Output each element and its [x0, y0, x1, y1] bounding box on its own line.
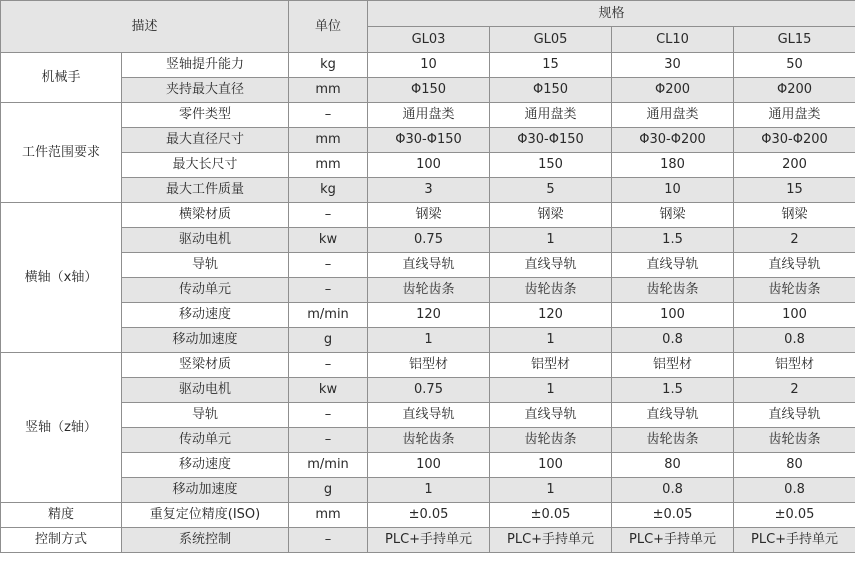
value-cell: 1.5: [612, 228, 734, 253]
header-description: 描述: [1, 1, 289, 53]
value-cell: 50: [734, 53, 855, 78]
unit-cell: mm: [289, 128, 368, 153]
value-cell: Φ30-Φ150: [490, 128, 612, 153]
value-cell: 30: [612, 53, 734, 78]
value-cell: 直线导轨: [734, 403, 855, 428]
value-cell: 100: [368, 453, 490, 478]
value-cell: 直线导轨: [734, 253, 855, 278]
value-cell: 1: [368, 478, 490, 503]
value-cell: 通用盘类: [612, 103, 734, 128]
model-header: GL03: [368, 27, 490, 53]
table-row: [1, 103, 855, 128]
unit-cell: –: [289, 203, 368, 228]
value-cell: Φ150: [368, 78, 490, 103]
unit-cell: –: [289, 428, 368, 453]
value-cell: 0.8: [734, 478, 855, 503]
model-header: GL05: [490, 27, 612, 53]
value-cell: 齿轮齿条: [734, 278, 855, 303]
value-cell: 3: [368, 178, 490, 203]
value-cell: 200: [734, 153, 855, 178]
value-cell: Φ30-Φ150: [368, 128, 490, 153]
unit-cell: kg: [289, 53, 368, 78]
table-row: [1, 78, 855, 103]
model-header: CL10: [612, 27, 734, 53]
value-cell: 铝型材: [368, 353, 490, 378]
value-cell: 0.8: [734, 328, 855, 353]
item-label: 竖梁材质: [122, 353, 289, 378]
value-cell: 铝型材: [734, 353, 855, 378]
group-label: 机械手: [1, 53, 122, 103]
value-cell: PLC+手持单元: [490, 528, 612, 553]
value-cell: 铝型材: [612, 353, 734, 378]
item-label: 系统控制: [122, 528, 289, 553]
unit-cell: kg: [289, 178, 368, 203]
value-cell: 1: [490, 228, 612, 253]
item-label: 夹持最大直径: [122, 78, 289, 103]
table-row: [1, 53, 855, 78]
value-cell: 直线导轨: [490, 253, 612, 278]
item-label: 导轨: [122, 253, 289, 278]
unit-cell: –: [289, 103, 368, 128]
value-cell: 齿轮齿条: [612, 278, 734, 303]
model-header: GL15: [734, 27, 855, 53]
value-cell: 0.75: [368, 228, 490, 253]
value-cell: Φ30-Φ200: [612, 128, 734, 153]
table-row: [1, 228, 855, 253]
table-row: [1, 528, 855, 553]
table-row: [1, 253, 855, 278]
value-cell: PLC+手持单元: [368, 528, 490, 553]
table-row: [1, 328, 855, 353]
value-cell: ±0.05: [368, 503, 490, 528]
item-label: 传动单元: [122, 278, 289, 303]
unit-cell: kw: [289, 378, 368, 403]
value-cell: 120: [368, 303, 490, 328]
item-label: 传动单元: [122, 428, 289, 453]
table-row: [1, 353, 855, 378]
value-cell: 100: [612, 303, 734, 328]
value-cell: 180: [612, 153, 734, 178]
value-cell: Φ30-Φ200: [734, 128, 855, 153]
value-cell: 钢梁: [368, 203, 490, 228]
group-label: 控制方式: [1, 528, 122, 553]
unit-cell: mm: [289, 503, 368, 528]
value-cell: 120: [490, 303, 612, 328]
value-cell: 5: [490, 178, 612, 203]
value-cell: 0.75: [368, 378, 490, 403]
value-cell: Φ200: [612, 78, 734, 103]
table-body: [1, 53, 855, 553]
value-cell: 0.8: [612, 328, 734, 353]
table-row: [1, 478, 855, 503]
unit-cell: g: [289, 328, 368, 353]
value-cell: 80: [734, 453, 855, 478]
table-row: [1, 403, 855, 428]
value-cell: 10: [368, 53, 490, 78]
value-cell: 15: [734, 178, 855, 203]
value-cell: 铝型材: [490, 353, 612, 378]
value-cell: 直线导轨: [612, 403, 734, 428]
value-cell: 齿轮齿条: [368, 428, 490, 453]
table-row: [1, 153, 855, 178]
value-cell: 通用盘类: [490, 103, 612, 128]
item-label: 竖轴提升能力: [122, 53, 289, 78]
value-cell: 100: [734, 303, 855, 328]
value-cell: 100: [490, 453, 612, 478]
table-row: [1, 453, 855, 478]
unit-cell: mm: [289, 153, 368, 178]
group-label: 精度: [1, 503, 122, 528]
table-row: [1, 178, 855, 203]
item-label: 移动加速度: [122, 478, 289, 503]
item-label: 驱动电机: [122, 228, 289, 253]
value-cell: ±0.05: [490, 503, 612, 528]
table-row: [1, 378, 855, 403]
value-cell: 2: [734, 228, 855, 253]
value-cell: 齿轮齿条: [368, 278, 490, 303]
value-cell: 齿轮齿条: [490, 278, 612, 303]
group-label: 竖轴（z轴）: [1, 353, 122, 503]
value-cell: 1: [490, 478, 612, 503]
unit-cell: mm: [289, 78, 368, 103]
item-label: 重复定位精度(ISO): [122, 503, 289, 528]
table-row: [1, 278, 855, 303]
value-cell: 80: [612, 453, 734, 478]
unit-cell: –: [289, 528, 368, 553]
value-cell: 钢梁: [734, 203, 855, 228]
value-cell: PLC+手持单元: [612, 528, 734, 553]
value-cell: 直线导轨: [490, 403, 612, 428]
table-row: [1, 128, 855, 153]
unit-cell: m/min: [289, 453, 368, 478]
value-cell: ±0.05: [612, 503, 734, 528]
table-row: [1, 303, 855, 328]
item-label: 驱动电机: [122, 378, 289, 403]
unit-cell: g: [289, 478, 368, 503]
unit-cell: –: [289, 403, 368, 428]
value-cell: 15: [490, 53, 612, 78]
value-cell: 10: [612, 178, 734, 203]
value-cell: 钢梁: [490, 203, 612, 228]
value-cell: 齿轮齿条: [612, 428, 734, 453]
value-cell: 100: [368, 153, 490, 178]
value-cell: 150: [490, 153, 612, 178]
value-cell: ±0.05: [734, 503, 855, 528]
header-spec: 规格: [368, 1, 855, 27]
value-cell: PLC+手持单元: [734, 528, 855, 553]
unit-cell: –: [289, 278, 368, 303]
item-label: 移动加速度: [122, 328, 289, 353]
unit-cell: –: [289, 253, 368, 278]
table-row: [1, 428, 855, 453]
item-label: 最大直径尺寸: [122, 128, 289, 153]
value-cell: 1: [490, 328, 612, 353]
unit-cell: kw: [289, 228, 368, 253]
table-row: [1, 503, 855, 528]
value-cell: 直线导轨: [368, 253, 490, 278]
value-cell: 通用盘类: [734, 103, 855, 128]
value-cell: 1: [368, 328, 490, 353]
item-label: 横梁材质: [122, 203, 289, 228]
group-label: 横轴（x轴）: [1, 203, 122, 353]
value-cell: 钢梁: [612, 203, 734, 228]
value-cell: 1: [490, 378, 612, 403]
unit-cell: m/min: [289, 303, 368, 328]
value-cell: 通用盘类: [368, 103, 490, 128]
item-label: 零件类型: [122, 103, 289, 128]
value-cell: 2: [734, 378, 855, 403]
item-label: 最大长尺寸: [122, 153, 289, 178]
value-cell: 直线导轨: [612, 253, 734, 278]
value-cell: Φ150: [490, 78, 612, 103]
value-cell: 齿轮齿条: [490, 428, 612, 453]
header-unit: 单位: [289, 1, 368, 53]
value-cell: 直线导轨: [368, 403, 490, 428]
item-label: 移动速度: [122, 453, 289, 478]
value-cell: Φ200: [734, 78, 855, 103]
value-cell: 齿轮齿条: [734, 428, 855, 453]
value-cell: 0.8: [612, 478, 734, 503]
value-cell: 1.5: [612, 378, 734, 403]
item-label: 移动速度: [122, 303, 289, 328]
item-label: 导轨: [122, 403, 289, 428]
item-label: 最大工件质量: [122, 178, 289, 203]
table-row: [1, 203, 855, 228]
group-label: 工件范围要求: [1, 103, 122, 203]
unit-cell: –: [289, 353, 368, 378]
